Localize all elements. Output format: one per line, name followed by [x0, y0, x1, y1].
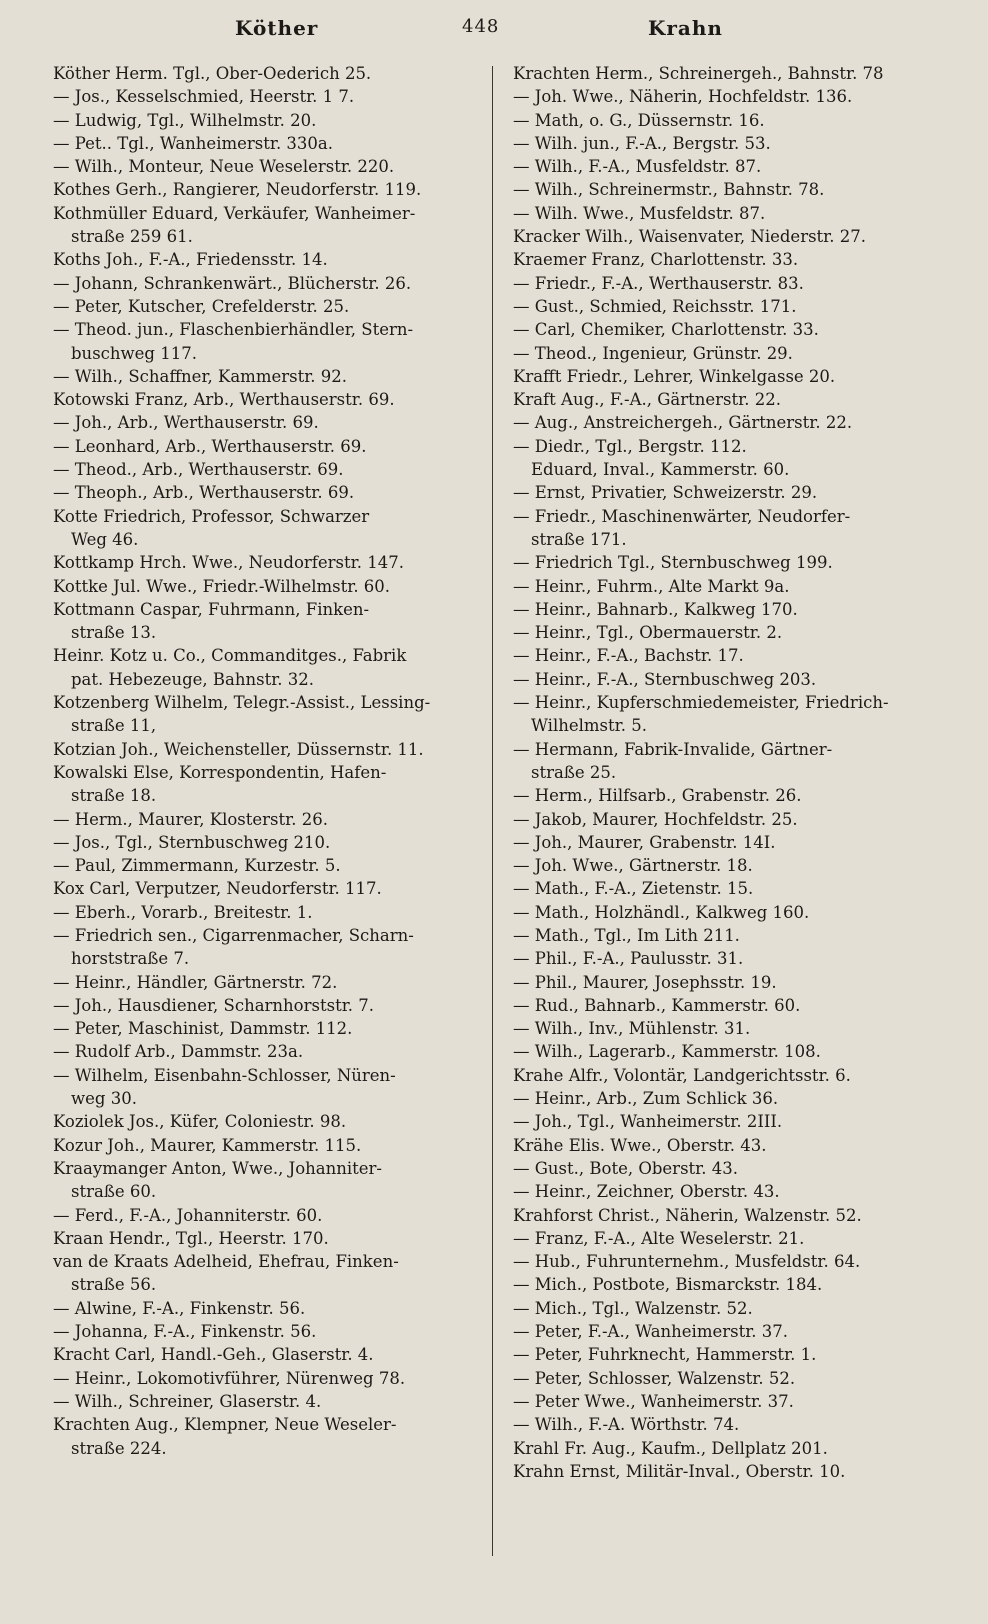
- directory-entry: Kraft Aug., F.-A., Gärtnerstr. 22.: [513, 390, 781, 410]
- directory-entry: — Wilh. Wwe., Musfeldstr. 87.: [513, 203, 766, 223]
- directory-entry: — Theod., Arb., Werthauserstr. 69.: [53, 460, 344, 480]
- directory-entry: Kraemer Franz, Charlottenstr. 33.: [513, 250, 799, 270]
- directory-entry: Krähe Elis. Wwe., Oberstr. 43.: [513, 1135, 767, 1155]
- directory-entry: — Theoph., Arb., Werthauserstr. 69.: [53, 483, 355, 503]
- page-number: 448: [462, 16, 500, 37]
- directory-entry: — Heinr., Fuhrm., Alte Markt 9a.: [513, 576, 790, 596]
- directory-entry: — Alwine, F.-A., Finkenstr. 56.: [53, 1298, 306, 1318]
- directory-entry: — Franz, F.-A., Alte Weselerstr. 21.: [513, 1228, 805, 1248]
- right-column: [513, 62, 947, 1483]
- directory-entry: Kracht Carl, Handl.-Geh., Glaserstr. 4.: [53, 1345, 374, 1365]
- directory-entry: straße 25.: [531, 762, 617, 782]
- directory-entry: straße 13.: [71, 623, 157, 643]
- directory-entry: straße 18.: [71, 786, 157, 806]
- directory-entry: — Eberh., Vorarb., Breitestr. 1.: [53, 902, 313, 922]
- directory-entry: Kracker Wilh., Waisenvater, Niederstr. 27.: [513, 227, 866, 247]
- directory-entry: Kotzian Joh., Weichensteller, Düssernstr. 11.: [53, 739, 424, 759]
- directory-entry: — Ludwig, Tgl., Wilhelmstr. 20.: [53, 110, 317, 130]
- directory-entry: — Heinr., Zeichner, Oberstr. 43.: [513, 1182, 780, 1202]
- directory-entry: Krachten Aug., Klempner, Neue Weseler-: [53, 1415, 397, 1435]
- directory-entry: Kox Carl, Verputzer, Neudorferstr. 117.: [53, 879, 382, 899]
- directory-entry: — Gust., Bote, Oberstr. 43.: [513, 1158, 738, 1178]
- directory-entry: — Friedr., Maschinenwärter, Neudorfer-: [513, 506, 851, 526]
- directory-entry: — Wilh., Lagerarb., Kammerstr. 108.: [513, 1042, 821, 1062]
- directory-entry: Wilhelmstr. 5.: [531, 716, 647, 736]
- directory-entry: — Hub., Fuhrunternehm., Musfeldstr. 64.: [513, 1252, 861, 1272]
- directory-entry: Kottmann Caspar, Fuhrmann, Finken-: [53, 599, 370, 619]
- directory-entry: — Jos., Tgl., Sternbuschweg 210.: [53, 832, 331, 852]
- directory-entry: horststraße 7.: [71, 949, 190, 969]
- directory-entry: — Wilh., Schreiner, Glaserstr. 4.: [53, 1391, 322, 1411]
- directory-entry: Koziolek Jos., Küfer, Coloniestr. 98.: [53, 1112, 347, 1132]
- directory-entry: straße 224.: [71, 1438, 167, 1458]
- directory-entry: — Math., Holzhändl., Kalkweg 160.: [513, 902, 810, 922]
- directory-entry: Koths Joh., F.-A., Friedensstr. 14.: [53, 250, 328, 270]
- directory-entry: Kowalski Else, Korrespondentin, Hafen-: [53, 762, 387, 782]
- directory-entry: — Friedr., F.-A., Werthauserstr. 83.: [513, 273, 804, 293]
- directory-entry: Krahforst Christ., Näherin, Walzenstr. 52.: [513, 1205, 862, 1225]
- directory-entry: Krahe Alfr., Volontär, Landgerichtsstr. 6.: [513, 1065, 851, 1085]
- directory-entry: — Joh., Hausdiener, Scharnhorststr. 7.: [53, 995, 375, 1015]
- directory-entry: — Friedrich sen., Cigarrenmacher, Scharn-: [53, 925, 414, 945]
- column-divider: [492, 66, 493, 1556]
- directory-entry: — Mich., Postbote, Bismarckstr. 184.: [513, 1275, 823, 1295]
- directory-entry: Kottkamp Hrch. Wwe., Neudorferstr. 147.: [53, 553, 404, 573]
- directory-entry: — Joh., Arb., Werthauserstr. 69.: [53, 413, 319, 433]
- directory-entry: — Theod., Ingenieur, Grünstr. 29.: [513, 343, 793, 363]
- directory-entry: pat. Hebezeuge, Bahnstr. 32.: [71, 669, 315, 689]
- directory-entry: Kozur Joh., Maurer, Kammerstr. 115.: [53, 1135, 362, 1155]
- directory-entry: Krachten Herm., Schreinergeh., Bahnstr. 78: [513, 64, 884, 83]
- directory-entry: weg 30.: [71, 1089, 137, 1109]
- directory-entry: — Friedrich Tgl., Sternbuschweg 199.: [513, 553, 833, 573]
- directory-entry: — Theod. jun., Flaschenbierhändler, Stern-: [53, 320, 414, 340]
- directory-entry: — Peter, F.-A., Wanheimerstr. 37.: [513, 1322, 789, 1342]
- directory-entry: — Peter, Schlosser, Walzenstr. 52.: [513, 1368, 796, 1388]
- directory-entry: — Leonhard, Arb., Werthauserstr. 69.: [53, 436, 367, 456]
- directory-entry: — Carl, Chemiker, Charlottenstr. 33.: [513, 320, 819, 340]
- directory-entry: Heinr. Kotz u. Co., Commanditges., Fabrik: [53, 646, 407, 666]
- directory-entry: straße 60.: [71, 1182, 157, 1202]
- directory-entry: — Herm., Maurer, Klosterstr. 26.: [53, 809, 328, 829]
- header-left-keyword: Köther: [235, 16, 319, 40]
- directory-entry: — Wilh., F.-A. Wörthstr. 74.: [513, 1415, 740, 1435]
- directory-entry: — Joh., Maurer, Grabenstr. 14I.: [513, 832, 776, 852]
- directory-entry: — Ferd., F.-A., Johanniterstr. 60.: [53, 1205, 323, 1225]
- directory-entry: straße 259 61.: [71, 227, 193, 247]
- directory-entry: — Wilh., Schaffner, Kammerstr. 92.: [53, 366, 348, 386]
- directory-entry: — Phil., F.-A., Paulusstr. 31.: [513, 949, 744, 969]
- directory-entry: Weg 46.: [71, 529, 139, 549]
- directory-entry: — Aug., Anstreichergeh., Gärtnerstr. 22.: [513, 413, 853, 433]
- directory-entry: — Wilh., Schreinermstr., Bahnstr. 78.: [513, 180, 825, 200]
- directory-entry: — Jakob, Maurer, Hochfeldstr. 25.: [513, 809, 798, 829]
- directory-entry: — Mich., Tgl., Walzenstr. 52.: [513, 1298, 753, 1318]
- directory-entry: — Phil., Maurer, Josephsstr. 19.: [513, 972, 777, 992]
- directory-entry: Kothes Gerh., Rangierer, Neudorferstr. 119.: [53, 180, 422, 200]
- directory-entry: Kottke Jul. Wwe., Friedr.-Wilhelmstr. 60.: [53, 576, 391, 596]
- directory-entry: — Jos., Kesselschmied, Heerstr. 1 7.: [53, 87, 355, 107]
- directory-entry: buschweg 117.: [71, 343, 197, 363]
- directory-entry: — Wilh. jun., F.-A., Bergstr. 53.: [513, 133, 771, 153]
- directory-entry: Kotzenberg Wilhelm, Telegr.-Assist., Lessing-: [53, 693, 431, 713]
- directory-entry: — Peter, Fuhrknecht, Hammerstr. 1.: [513, 1345, 817, 1365]
- directory-entry: — Heinr., Arb., Zum Schlick 36.: [513, 1089, 779, 1109]
- directory-entry: straße 56.: [71, 1275, 157, 1295]
- directory-entry: — Peter, Kutscher, Crefelderstr. 25.: [53, 296, 350, 316]
- directory-entry: — Heinr., Händler, Gärtnerstr. 72.: [53, 972, 338, 992]
- directory-entry: straße 11,: [71, 716, 157, 736]
- directory-entry: — Ernst, Privatier, Schweizerstr. 29.: [513, 483, 818, 503]
- directory-entry: Kraaymanger Anton, Wwe., Johanniter-: [53, 1158, 382, 1178]
- directory-entry: van de Kraats Adelheid, Ehefrau, Finken-: [53, 1252, 399, 1272]
- directory-entry: Kotowski Franz, Arb., Werthauserstr. 69.: [53, 390, 395, 410]
- directory-entry: — Heinr., Kupferschmiedemeister, Friedrich-: [513, 693, 889, 713]
- directory-entry: — Joh. Wwe., Gärtnerstr. 18.: [513, 856, 753, 876]
- directory-entry: — Gust., Schmied, Reichsstr. 171.: [513, 296, 797, 316]
- header-right-keyword: Krahn: [648, 16, 723, 40]
- directory-entry: Kothmüller Eduard, Verkäufer, Wanheimer-: [53, 203, 416, 223]
- directory-entry: — Johanna, F.-A., Finkenstr. 56.: [53, 1322, 317, 1342]
- directory-entry: — Rud., Bahnarb., Kammerstr. 60.: [513, 995, 801, 1015]
- directory-entry: — Heinr., Lokomotivführer, Nürenweg 78.: [53, 1368, 406, 1388]
- directory-entry: — Wilh., Inv., Mühlenstr. 31.: [513, 1019, 751, 1039]
- directory-entry: — Rudolf Arb., Dammstr. 23a.: [53, 1042, 304, 1062]
- directory-entry: — Wilh., F.-A., Musfeldstr. 87.: [513, 157, 762, 177]
- directory-entry: straße 171.: [531, 529, 627, 549]
- directory-entry: — Wilh., Monteur, Neue Weselerstr. 220.: [53, 157, 395, 177]
- directory-entry: — Johann, Schrankenwärt., Blücherstr. 26.: [53, 273, 412, 293]
- directory-entry: — Math., F.-A., Zietenstr. 15.: [513, 879, 754, 899]
- directory-entry: — Joh. Wwe., Näherin, Hochfeldstr. 136.: [513, 87, 853, 107]
- directory-entry: Krafft Friedr., Lehrer, Winkelgasse 20.: [513, 366, 836, 386]
- directory-entry: — Paul, Zimmermann, Kurzestr. 5.: [53, 856, 341, 876]
- directory-entry: — Math, o. G., Düssernstr. 16.: [513, 110, 765, 130]
- directory-entry: Kotte Friedrich, Professor, Schwarzer: [53, 506, 370, 526]
- left-column: [53, 62, 487, 1460]
- directory-entry: Eduard, Inval., Kammerstr. 60.: [531, 460, 790, 480]
- directory-entry: — Heinr., Tgl., Obermauerstr. 2.: [513, 623, 783, 643]
- directory-entry: Krahn Ernst, Militär-Inval., Oberstr. 10.: [513, 1461, 846, 1481]
- directory-entry: — Heinr., Bahnarb., Kalkweg 170.: [513, 599, 798, 619]
- directory-entry: — Wilhelm, Eisenbahn-Schlosser, Nüren-: [53, 1065, 396, 1085]
- directory-entry: Krahl Fr. Aug., Kaufm., Dellplatz 201.: [513, 1438, 828, 1458]
- directory-entry: — Heinr., F.-A., Bachstr. 17.: [513, 646, 744, 666]
- directory-entry: — Peter Wwe., Wanheimerstr. 37.: [513, 1391, 794, 1411]
- directory-entry: — Math., Tgl., Im Lith 211.: [513, 925, 740, 945]
- directory-entry: — Peter, Maschinist, Dammstr. 112.: [53, 1019, 353, 1039]
- directory-entry: — Heinr., F.-A., Sternbuschweg 203.: [513, 669, 817, 689]
- directory-entry: — Diedr., Tgl., Bergstr. 112.: [513, 436, 747, 456]
- directory-entry: — Joh., Tgl., Wanheimerstr. 2III.: [513, 1112, 783, 1132]
- directory-entry: Kraan Hendr., Tgl., Heerstr. 170.: [53, 1228, 329, 1248]
- directory-entry: — Herm., Hilfsarb., Grabenstr. 26.: [513, 786, 802, 806]
- directory-entry: — Pet.. Tgl., Wanheimerstr. 330a.: [53, 133, 334, 153]
- directory-entry: — Hermann, Fabrik-Invalide, Gärtner-: [513, 739, 833, 759]
- directory-entry: Köther Herm. Tgl., Ober-Oederich 25.: [53, 64, 372, 83]
